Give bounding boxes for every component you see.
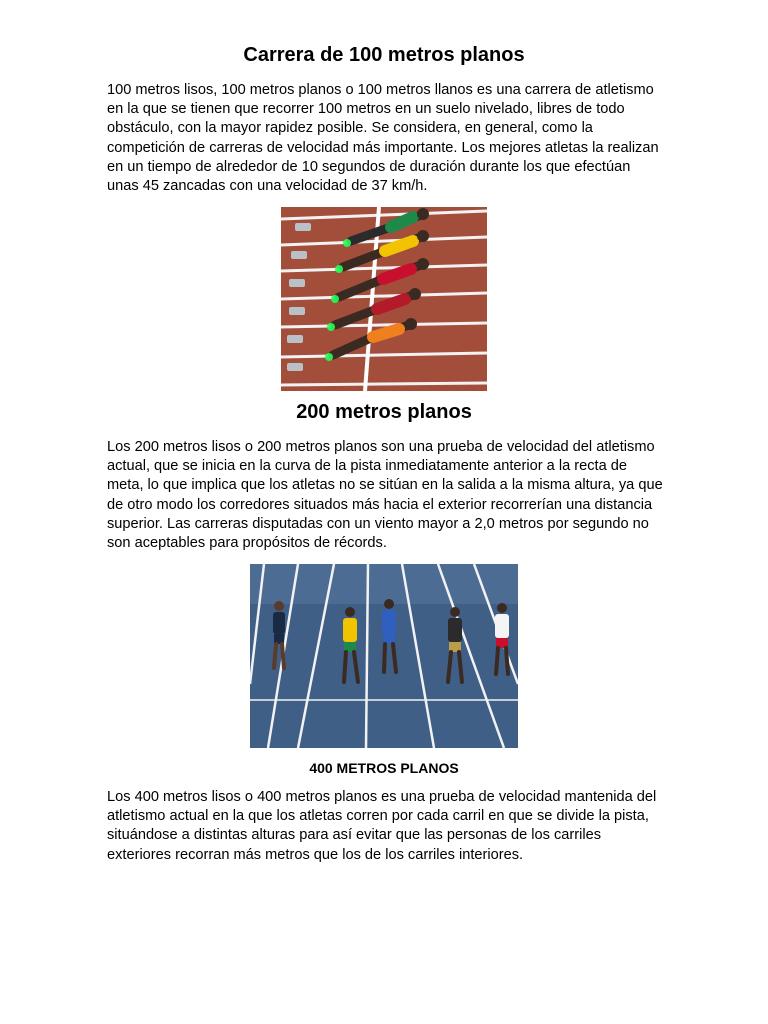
heading-400m: 400 METROS PLANOS: [309, 760, 459, 776]
heading-200m: 200 metros planos: [296, 401, 472, 423]
paragraph-100m: 100 metros lisos, 100 metros planos o 100 metros llanos es una carrera de atletismo en la que se tienen que recorrer 100 metros en un suelo nivelado, libres de todo obstáculo, con la mayor rapidez posible. Se considera, en general, como la competición de carreras de velocidad más importante. Los mejores atletas la realizan en un tiempo de alrededor de 10 segundos de duración durante los que efectúan unas 45 zancadas con una velocidad de 37 km/h.: [107, 82, 659, 195]
sprint-finish-photo: [250, 564, 518, 748]
sprint-race-illustration: [250, 564, 518, 748]
heading-100m: Carrera de 100 metros planos: [243, 44, 525, 66]
sprint-start-photo: [281, 207, 487, 391]
sprint-start-illustration: [281, 207, 487, 391]
paragraph-400m: Los 400 metros lisos o 400 metros planos es una prueba de velocidad mantenida del atletismo actual en la que los atletas corren por cada carril en que se divide la pista, situándose a distintas alturas para así evitar que las personas de los carriles exteriores recorran más metros que los de los carriles interiores.: [107, 789, 657, 863]
paragraph-200m: Los 200 metros lisos o 200 metros planos son una prueba de velocidad del atletismo actual, que se inicia en la curva de la pista inmediatamente anterior a la recta de meta, lo que implica que los atletas no se sitúan en la salida a la misma altura, ya que de otro modo los corredores situados más hacia el exterior recorrerían una distancia superior. Las carreras disputadas con un viento mayor a 2,0 metros por segundo no son aceptables para propósitos de récords.: [107, 439, 663, 552]
